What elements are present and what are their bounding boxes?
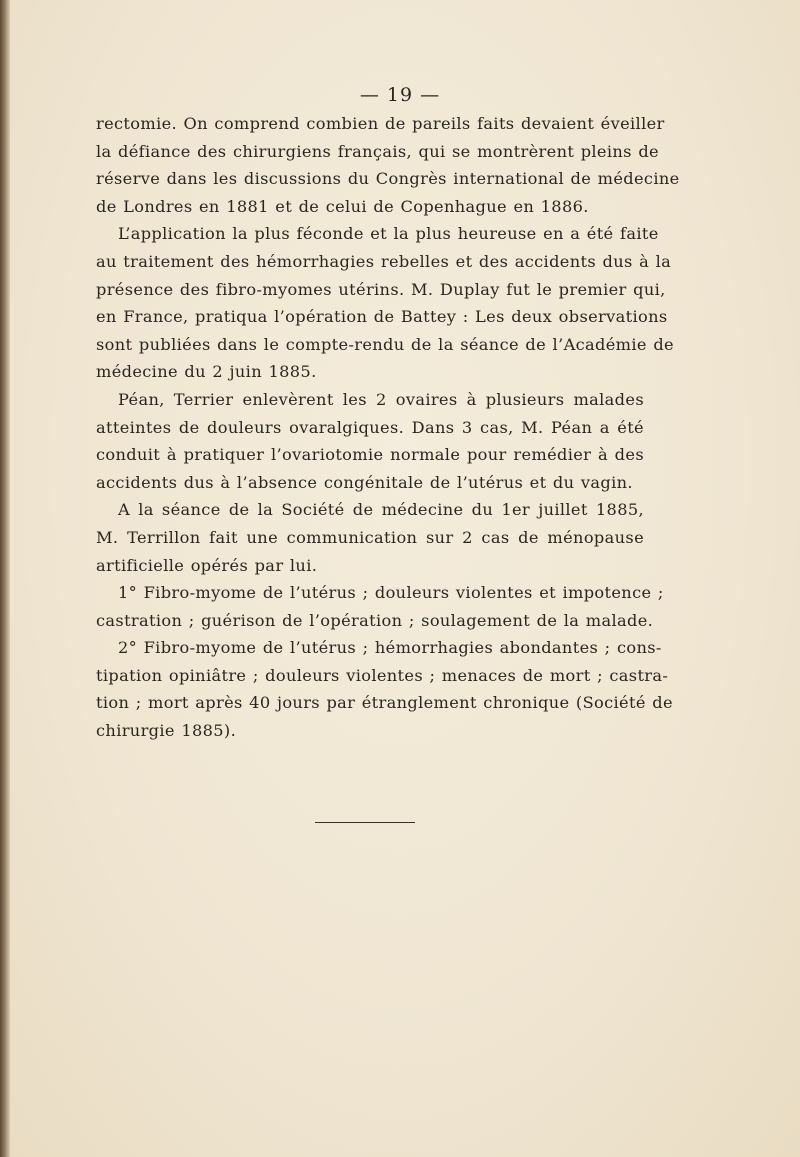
text-line: castration ; guérison de l’opération ; soulagement de la malade. <box>96 610 654 630</box>
text-line: la défiance des chirurgiens français, qui se montrèrent pleins de <box>96 141 659 161</box>
text-line: conduit à pratiquer l’ovariotomie normale pour remédier à des <box>96 445 644 465</box>
text-line: sont publiées dans le compte-rendu de la séance de l’Académie de <box>96 334 674 354</box>
text-line: 2° Fibro-myome de l’utérus ; hémorrhagies abondantes ; cons- <box>118 638 662 658</box>
text-line: L’application la plus féconde et la plus heureuse en a été faite <box>118 224 659 244</box>
text-line: chirurgie 1885). <box>96 721 237 741</box>
page-number: — 19 — <box>359 84 441 106</box>
text-line: 1° Fibro-myome de l’utérus ; douleurs violentes et impotence ; <box>118 583 664 603</box>
text-line: accidents dus à l’absence congénitale de l’utérus et du vagin. <box>96 472 633 492</box>
section-rule <box>315 822 415 823</box>
binding-edge <box>0 0 10 1157</box>
text-line: tipation opiniâtre ; douleurs violentes ; menaces de mort ; castra- <box>96 665 669 685</box>
text-line: de Londres en 1881 et de celui de Copenhague en 1886. <box>96 196 589 216</box>
text-line: A la séance de la Société de médecine du 1er juillet 1885, <box>118 500 644 520</box>
text-line: en France, pratiqua l’opération de Battey : Les deux observations <box>96 307 668 327</box>
text-line: Péan, Terrier enlevèrent les 2 ovaires à plusieurs malades <box>118 389 644 409</box>
text-line: réserve dans les discussions du Congrès international de médecine <box>96 169 680 189</box>
text-line: rectomie. On comprend combien de pareils faits devaient éveiller <box>96 114 665 133</box>
text-line: M. Terrillon fait une communication sur 2 cas de ménopause <box>96 527 644 547</box>
text-line: atteintes de douleurs ovaralgiques. Dans 3 cas, M. Péan a été <box>96 417 644 437</box>
text-line: tion ; mort après 40 jours par étranglement chronique (Société de <box>96 693 673 713</box>
text-line: présence des fibro-myomes utérins. M. Duplay fut le premier qui, <box>96 279 666 299</box>
text-line: au traitement des hémorrhagies rebelles et des accidents dus à la <box>96 251 672 271</box>
text-line: artificielle opérés par lui. <box>96 555 318 575</box>
text-line: médecine du 2 juin 1885. <box>96 362 317 382</box>
body-text <box>96 110 680 745</box>
